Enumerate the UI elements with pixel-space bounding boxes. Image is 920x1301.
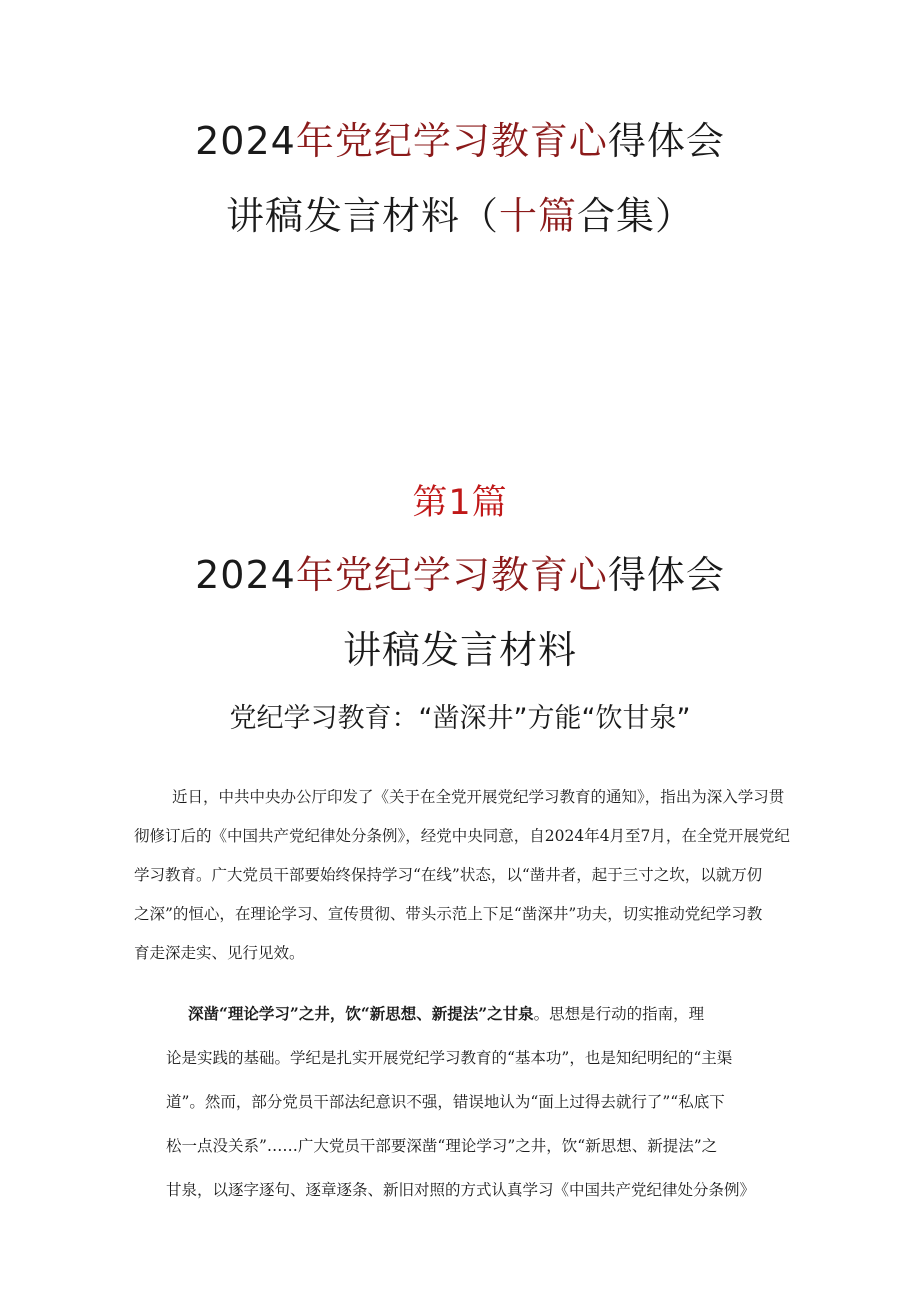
- paragraph-1: [134, 778, 794, 973]
- paragraph-2-lead-line: [166, 992, 766, 1036]
- paragraph-1-line: 近日，中共中央办公厅印发了《关于在全党开展党纪学习教育的通知》，指出为深入学习贯: [172, 788, 785, 806]
- article-title-highlight: 年党纪学习教育心: [295, 553, 608, 597]
- paragraph-2: [166, 992, 766, 1212]
- paragraph-1-line: 育走深走实、见行见效。: [134, 944, 305, 962]
- article-subtitle: 党纪学习教育：“凿深井”方能“饮甘泉”: [229, 703, 691, 734]
- cover-title-line1: [0, 118, 920, 164]
- paragraph-2-lead-rest: 。思想是行动的指南，理: [533, 1005, 705, 1023]
- paragraph-2-line: 道”。然而，部分党员干部法纪意识不强，错误地认为“面上过得去就行了”“私底下: [166, 1093, 725, 1111]
- paragraph-2-line: 甘泉，以逐字逐句、逐章逐条、新旧对照的方式认真学习《中国共产党纪律处分条例》: [166, 1181, 756, 1199]
- article-title-year: 2024: [195, 553, 296, 597]
- article-label: 第1篇: [412, 483, 508, 523]
- paragraph-2-lead-bold: 深凿“理论学习”之井，饮“新思想、新提法”之甘泉: [188, 1004, 534, 1023]
- cover-title-line2-highlight: 十篇: [498, 194, 577, 238]
- article-title-line2: 讲稿发言材料: [342, 628, 577, 672]
- cover-title-line2: [0, 193, 920, 239]
- paragraph-2-line: 论是实践的基础。学纪是扎实开展党纪学习教育的“基本功”，也是知纪明纪的“主渠: [166, 1049, 733, 1067]
- cover-title-highlight: 年党纪学习教育心: [295, 119, 608, 163]
- paragraph-2-line: 松一点没关系”……广大党员干部要深凿“理论学习”之井，饮“新思想、新提法”之: [166, 1137, 718, 1155]
- article-title-tail: 得体会: [607, 553, 725, 597]
- paragraph-1-line: 彻修订后的《中国共产党纪律处分条例》，经党中央同意，自2024年4月至7月，在全党开展党纪: [134, 827, 790, 845]
- cover-title-line2-a: 讲稿发言材料（: [225, 194, 499, 238]
- article-title-line1: [0, 552, 920, 598]
- paragraph-1-line: 之深”的恒心，在理论学习、宣传贯彻、带头示范上下足“凿深井”功夫，切实推动党纪学习教: [134, 905, 763, 923]
- cover-title-year: 2024: [195, 119, 296, 163]
- cover-title-tail: 得体会: [607, 119, 725, 163]
- paragraph-1-line: 学习教育。广大党员干部要始终保持学习“在线”状态，以“凿井者，起于三寸之坎，以就万仞: [134, 866, 763, 884]
- cover-title-line2-c: 合集）: [577, 194, 695, 238]
